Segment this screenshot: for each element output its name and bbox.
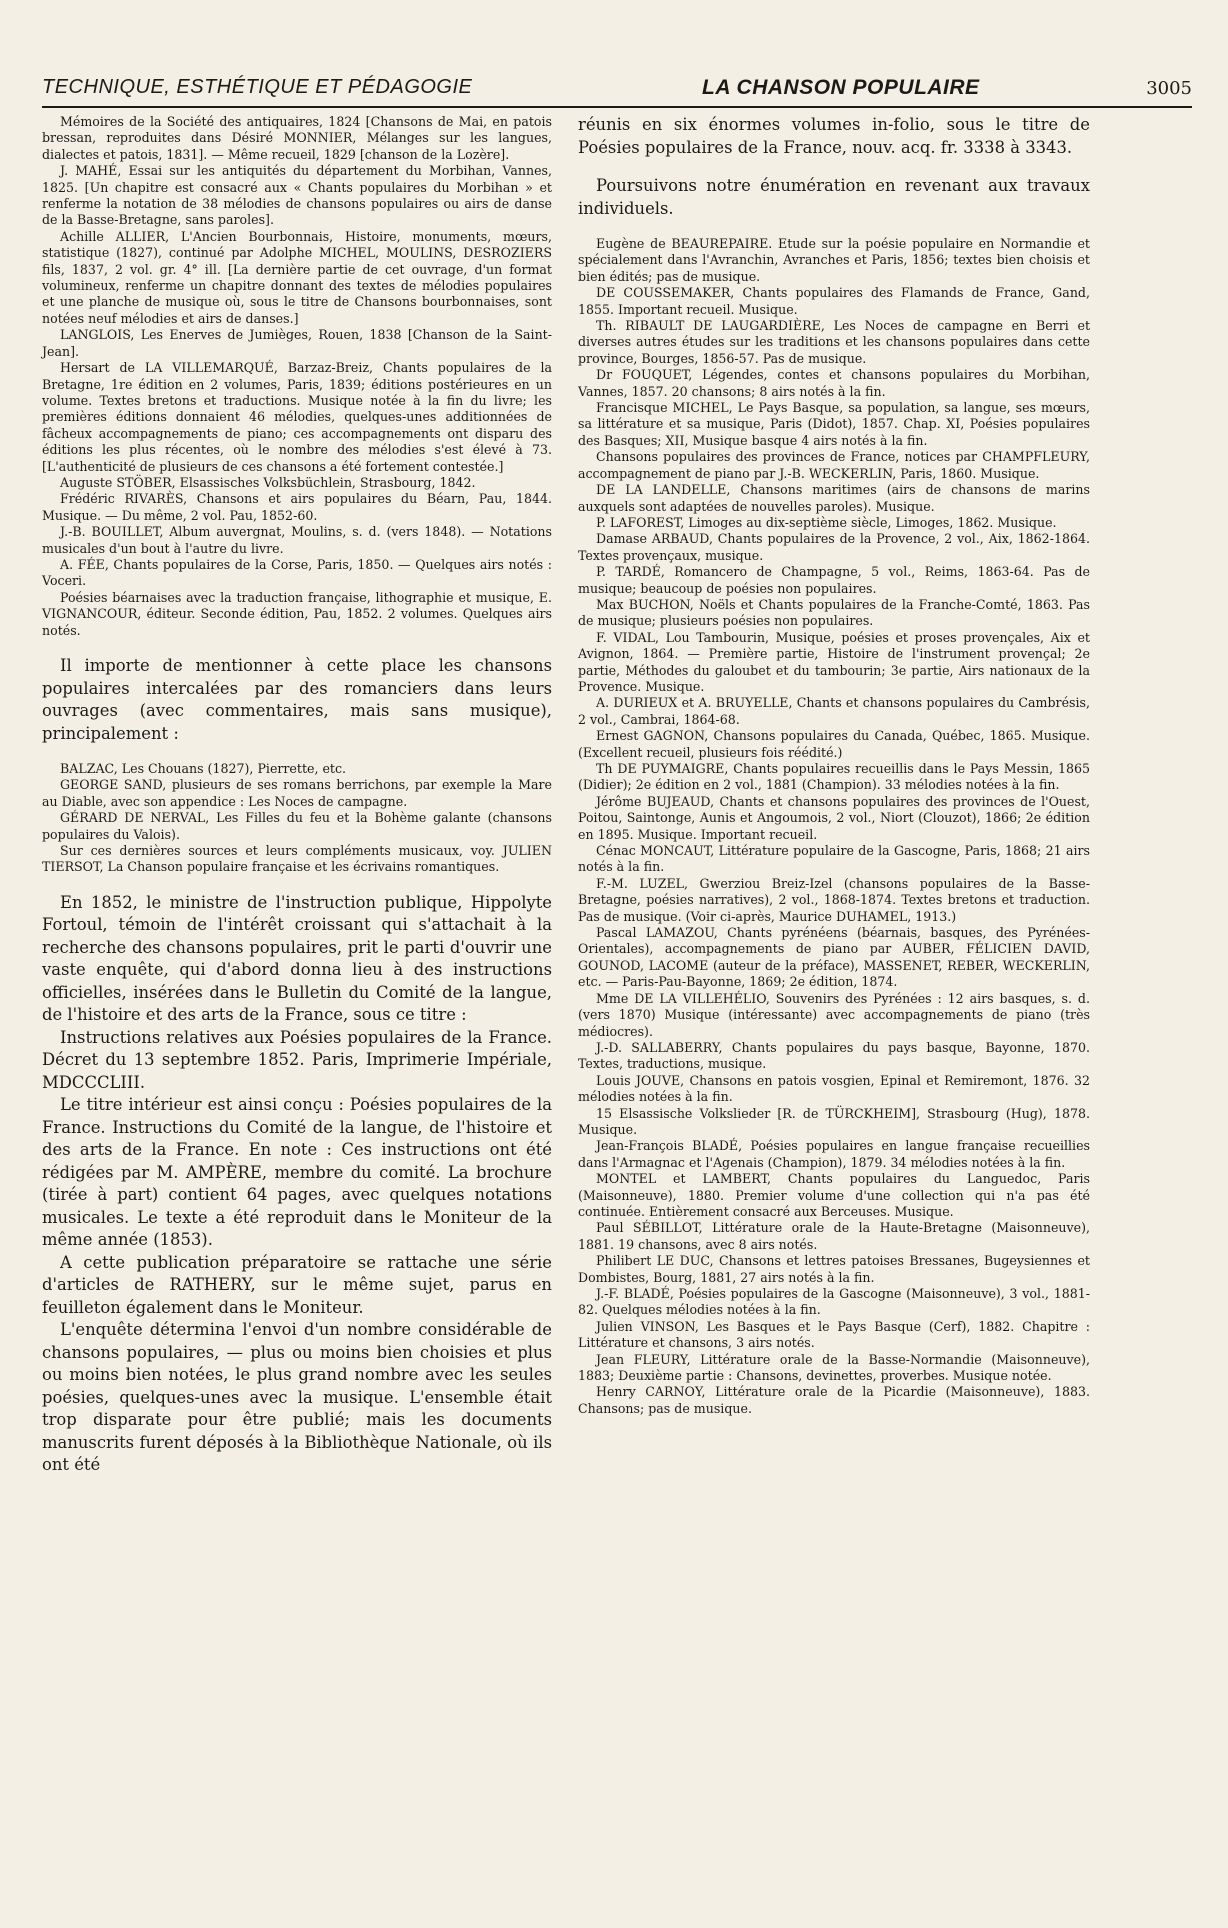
bib-entry: A. FÉE, Chants populaires de la Corse, Paris, 1850. — Quelques airs notés : Voceri. (42, 556, 552, 589)
bib-entry: Th DE PUYMAIGRE, Chants populaires recueillis dans le Pays Messin, 1865 (Didier); 2e édition en 2 vol., 1881 (Champion). 33 mélodies notées à la fin. (578, 761, 1090, 793)
bib-entry: GÉRARD DE NERVAL, Les Filles du feu et la Bohème galante (chansons populaires du Valois). (42, 810, 552, 842)
bib-entry: LANGLOIS, Les Enerves de Jumièges, Rouen, 1838 [Chanson de la Saint-Jean]. (42, 327, 552, 359)
bib-entry: Hersart de LA VILLEMARQUÉ, Barzaz-Breiz, Chants populaires de la Bretagne, 1re édition en 2 volumes, Paris, 1839; éditions postérieures en un volume. Textes bretons et traductions. Musique notée à la fin du livre; les premières éditions donnaient 46 mélodies, quelques-unes additionnées de fâcheux accompagnements de piano; ces accompagnements ont disparu des éditions les plus récentes, où le nombre des mélodies s'est élevé à 73. [L'authenticité de plusieurs de ces chansons a été fortement contestée.] (42, 360, 552, 474)
running-header (42, 76, 1192, 108)
bib-entry: BALZAC, Les Chouans (1827), Pierrette, etc. (60, 761, 347, 776)
bib-entry: Frédéric RIVARÈS, Chansons et airs populaires du Béarn, Pau, 1844. Musique. — Du même, 2 vol. Pau, 1852-60. (42, 491, 552, 523)
body-paragraph: Le titre intérieur est ainsi conçu : Poésies populaires de la France. Instructions du Comité de la langue, de l'histoire et des arts de la France. En note : Ces instructions ont été rédigées par M. AMPÈRE, membre du comité. La brochure (tirée à part) contient 64 pages, avec quelques notations musicales. Le texte a été reproduit dans le Moniteur de la même année (1853). (42, 1095, 552, 1250)
bib-entry: MONTEL et LAMBERT, Chants populaires du Languedoc, Paris (Maisonneuve), 1880. Premier volume d'une collection qui n'a pas été continuée. Entièrement consacré aux Berceuses. Musique. (578, 1171, 1090, 1219)
bib-entry: Eugène de BEAUREPAIRE. Etude sur la poésie populaire en Normandie et spécialement dans l'Avranchin, Avranches et Paris, 1856; textes bien choisis et bien édités; pas de musique. (578, 236, 1090, 284)
bib-entry: Mme DE LA VILLEHÉLIO, Souvenirs des Pyrénées : 12 airs basques, s. d. (vers 1870) Musique (intéressante) avec accompagnements de piano (très médiocres). (578, 990, 1090, 1039)
bib-entry: Pascal LAMAZOU, Chants pyrénéens (béarnais, basques, des Pyrénées-Orientales), accompagnements de piano par AUBER, FÉLICIEN DAVID, GOUNOD, LACOME (auteur de la préface), MASSENET, REBER, WECKERLIN, etc. — Paris-Pau-Bayonne, 1869; 2e édition, 1874. (578, 925, 1090, 990)
bib-entry: Jean FLEURY, Littérature orale de la Basse-Normandie (Maisonneuve), 1883; Deuxième partie : Chansons, devinettes, proverbes. Musique notée. (578, 1351, 1090, 1384)
bib-entry: Henry CARNOY, Littérature orale de la Picardie (Maisonneuve), 1883. Chansons; pas de musique. (578, 1384, 1090, 1416)
bib-entry: Mémoires de la Société des antiquaires, 1824 [Chansons de Mai, en patois bressan, reproduites dans Désiré MONNIER, Mélanges sur les langues, dialectes et patois, 1831]. — Même recueil, 1829 [chanson de la Lozère]. (42, 114, 552, 162)
bib-entry: Max BUCHON, Noëls et Chants populaires de la Franche-Comté, 1863. Pas de musique; plusieurs poésies non populaires. (578, 596, 1090, 629)
bib-entry: J.-B. BOUILLET, Album auvergnat, Moulins, s. d. (vers 1848). — Notations musicales d'un bout à l'autre du livre. (42, 524, 552, 556)
right-column (578, 114, 1090, 1417)
left-column (42, 114, 552, 1477)
bib-entry: Francisque MICHEL, Le Pays Basque, sa population, sa langue, ses mœurs, sa littérature et sa musique, Paris (Didot), 1857. Chap. XI, Poésies populaires des Basques; XII, Musique basque 4 airs notés à la fin. (578, 400, 1090, 448)
bib-entry: Achille ALLIER, L'Ancien Bourbonnais, Histoire, monuments, mœurs, statistique (1827), continué par Adolphe MICHEL, MOULINS, DESROZIERS fils, 1837, 2 vol. gr. 4° ill. [La dernière partie de cet ouvrage, d'un format volumineux, renferme un chapitre donnant des textes de mélodies populaires et une planche de musique où, sous le titre de Chansons bourbonnaises, sont notées neuf mélodies et airs de danses.] (42, 228, 552, 326)
bib-entry: Julien VINSON, Les Basques et le Pays Basque (Cerf), 1882. Chapitre : Littérature et chansons, 3 airs notés. (578, 1318, 1090, 1351)
bib-entry: Auguste STÖBER, Elsassisches Volksbüchlein, Strasbourg, 1842. (60, 474, 476, 490)
bib-entry: Poésies béarnaises avec la traduction française, lithographie et musique, E. VIGNANCOUR, éditeur. Seconde édition, Pau, 1852. 2 volumes. Quelques airs notés. (42, 589, 552, 638)
bib-entry: P. LAFOREST, Limoges au dix-septième siècle, Limoges, 1862. Musique. (596, 514, 1057, 530)
bib-entry: Louis JOUVE, Chansons en patois vosgien, Epinal et Remiremont, 1876. 32 mélodies notées à la fin. (578, 1072, 1090, 1105)
bib-entry: P. TARDÉ, Romancero de Champagne, 5 vol., Reims, 1863-64. Pas de musique; beaucoup de poésies non populaires. (578, 564, 1090, 596)
header-left-title: TECHNIQUE, ESTHÉTIQUE ET PÉDAGOGIE (42, 76, 473, 98)
body-paragraph: réunis en six énormes volumes in-folio, sous le titre de Poésies populaires de la France, nouv. acq. fr. 3338 à 3343. (578, 115, 1090, 157)
bib-entry: Chansons populaires des provinces de France, notices par CHAMPFLEURY, accompagnement de piano par J.-B. WECKERLIN, Paris, 1860. Musique. (578, 449, 1090, 481)
bib-entry: F.-M. LUZEL, Gwerziou Breiz-Izel (chansons populaires de la Basse-Bretagne, poésies narratives), 2 vol., 1868-1874. Textes bretons et traduction. Pas de musique. (Voir ci-après, Maurice DUHAMEL, 1913.) (578, 875, 1090, 924)
bib-entry: J.-F. BLADÉ, Poésies populaires de la Gascogne (Maisonneuve), 3 vol., 1881-82. Quelques mélodies notées à la fin. (578, 1286, 1090, 1318)
bib-entry: DE LA LANDELLE, Chansons maritimes (airs de chansons de marins auxquels sont adaptées de nouvelles paroles). Musique. (578, 482, 1090, 514)
bib-entry: Cénac MONCAUT, Littérature populaire de la Gascogne, Paris, 1868; 21 airs notés à la fin. (578, 843, 1090, 875)
bib-entry: Paul SÉBILLOT, Littérature orale de la Haute-Bretagne (Maisonneuve), 1881. 19 chansons, avec 8 airs notés. (578, 1220, 1090, 1252)
bib-entry: A. DURIEUX et A. BRUYELLE, Chants et chansons populaires du Cambrésis, 2 vol., Cambrai, 1864-68. (578, 695, 1090, 727)
bib-entry: Ernest GAGNON, Chansons populaires du Canada, Québec, 1865. Musique. (Excellent recueil, plusieurs fois réédité.) (578, 728, 1090, 760)
bib-entry: GEORGE SAND, plusieurs de ses romans berrichons, par exemple la Mare au Diable, avec son appendice : Les Noces de campagne. (42, 777, 552, 809)
bib-entry: Dr FOUQUET, Légendes, contes et chansons populaires du Morbihan, Vannes, 1857. 20 chansons; 8 airs notés à la fin. (578, 367, 1090, 399)
body-paragraph: Il importe de mentionner à cette place les chansons populaires intercalées par des romanciers dans leurs ouvrages (avec commentaires, mais sans musique), principalement : (42, 656, 552, 743)
bib-entry: DE COUSSEMAKER, Chants populaires des Flamands de France, Gand, 1855. Important recueil. Musique. (578, 285, 1090, 317)
bib-entry: Jérôme BUJEAUD, Chants et chansons populaires des provinces de l'Ouest, Poitou, Saintonge, Aunis et Angoumois, 2 vol., Niort (Clouzot), 1866; 2e édition en 1895. Musique. Important recueil. (578, 793, 1090, 842)
bib-entry: Philibert LE DUC, Chansons et lettres patoises Bressanes, Bugeysiennes et Dombistes, Bourg, 1881, 27 airs notés à la fin. (578, 1253, 1090, 1285)
bib-entry: Sur ces dernières sources et leurs compléments musicaux, voy. JULIEN TIERSOT, La Chanson populaire française et les écrivains romantiques. (42, 843, 552, 875)
bib-entry: J.-D. SALLABERRY, Chants populaires du pays basque, Bayonne, 1870. Textes, traductions, musique. (578, 1039, 1090, 1072)
header-right-title: LA CHANSON POPULAIRE (702, 76, 980, 99)
bib-entry: Jean-François BLADÉ, Poésies populaires en langue française recueillies dans l'Armagnac et l'Agenais (Champion), 1879. 34 mélodies notées à la fin. (578, 1138, 1090, 1170)
bib-entry: 15 Elsassische Volkslieder [R. de TÜRCKHEIM], Strasbourg (Hug), 1878. Musique. (578, 1105, 1090, 1137)
body-paragraph: L'enquête détermina l'envoi d'un nombre considérable de chansons populaires, — plus ou moins bien choisies et plus ou moins bien notées, le plus grand nombre avec les seules poésies, quelques-unes avec la musique. L'ensemble était trop disparate pour être publié; mais les documents manuscrits furent déposés à la Bibliothèque Nationale, où ils ont été (42, 1320, 552, 1475)
body-paragraph: En 1852, le ministre de l'instruction publique, Hippolyte Fortoul, témoin de l'intérêt croissant qui s'attachait à la recherche des chansons populaires, prit le parti d'ouvrir une vaste enquête, qui d'abord donna lieu à des instructions officielles, insérées dans le Bulletin du Comité de la langue, de l'histoire et des arts de la France, sous ce titre : (42, 892, 552, 1025)
body-paragraph: Poursuivons notre énumération en revenant aux travaux individuels. (578, 176, 1090, 218)
bib-entry: J. MAHÉ, Essai sur les antiquités du département du Morbihan, Vannes, 1825. [Un chapitre est consacré aux « Chants populaires du Morbihan » et renferme la notation de 38 mélodies de chansons populaires ou airs de danse de la Basse-Bretagne, sans paroles]. (42, 163, 552, 228)
body-paragraph: Instructions relatives aux Poésies populaires de la France. Décret du 13 septembre 1852. Paris, Imprimerie Impériale, MDCCCLIII. (42, 1027, 552, 1092)
page-number: 3005 (1146, 78, 1192, 99)
bib-entry: Th. RIBAULT DE LAUGARDIÈRE, Les Noces de campagne en Berri et diverses autres études sur les traditions et les chansons populaires dans cette province, Bourges, 1856-57. Pas de musique. (578, 318, 1090, 366)
bib-entry: Damase ARBAUD, Chants populaires de la Provence, 2 vol., Aix, 1862-1864. Textes provençaux, musique. (578, 531, 1090, 563)
bib-entry: F. VIDAL, Lou Tambourin, Musique, poésies et proses provençales, Aix et Avignon, 1864. — Première partie, Histoire de l'instrument provençal; 2e partie, Méthodes du galoubet et du tambourin; 3e partie, Airs nationaux de la Provence. Musique. (578, 629, 1090, 694)
body-paragraph: A cette publication préparatoire se rattache une série d'articles de RATHERY, sur le même sujet, parus en feuilleton également dans le Moniteur. (42, 1252, 552, 1317)
